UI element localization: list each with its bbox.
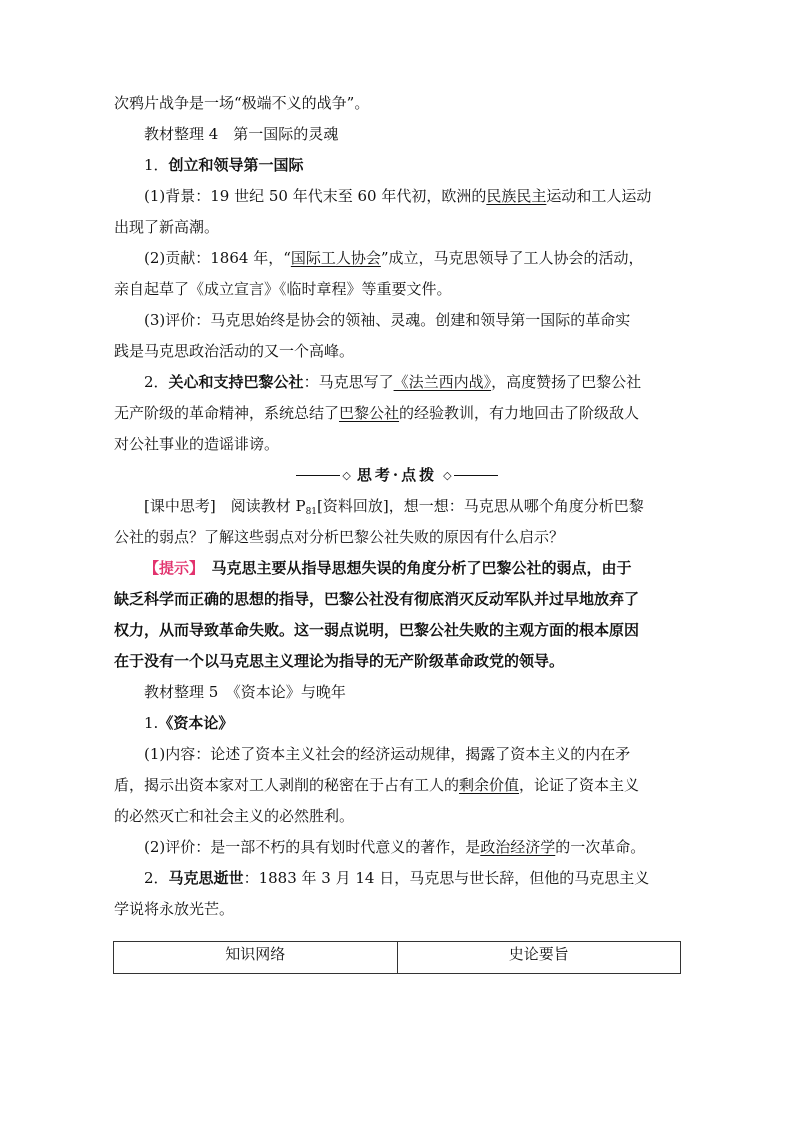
section-heading: 教材整理 5 《资本论》与晚年 — [144, 683, 346, 701]
text-line: 次鸦片战争是一场“极端不义的战争”。 — [114, 94, 370, 112]
table-header-historical-argument: 史论要旨 — [397, 942, 681, 974]
divider-label: 思考·点拨 — [356, 466, 438, 484]
table-header-knowledge-network: 知识网络 — [114, 942, 398, 974]
text-line: (1)背景：19 世纪 50 年代末至 60 年代初，欧洲的民族民主运动和工人运动 — [144, 187, 652, 205]
table-row — [114, 942, 681, 974]
text-line: (2)评价：是一部不朽的具有划时代意义的著作，是政治经济学的一次革命。 — [144, 838, 646, 856]
document-body — [114, 88, 680, 925]
hint-line: 【提示】 马克思主要从指导思想失误的角度分析了巴黎公社的弱点，由于 — [144, 559, 632, 577]
subheading: 1．创立和领导第一国际 — [144, 156, 304, 174]
text-line: [课中思考] 阅读教材 $P_{81}$[资料回放]，想一想：马克思从哪个角度分析巴黎 — [144, 497, 644, 517]
hint-label: 【提示】 — [144, 559, 197, 577]
hint-line: 权力，从而导致革命失败。这一弱点说明，巴黎公社失败的主观方面的根本原因 — [114, 621, 640, 639]
divider-rule-left — [296, 475, 340, 476]
diamond-icon: ◇ — [443, 469, 452, 482]
text-line: 盾，揭示出资本家对工人剥削的秘密在于占有工人的剩余价值，论证了资本主义 — [114, 776, 640, 794]
text-line: 践是马克思政治活动的又一个高峰。 — [114, 342, 355, 360]
text-line: 公社的弱点？了解这些弱点对分析巴黎公社失败的原因有什么启示？ — [114, 528, 565, 546]
hint-line: 缺乏科学而正确的思想的指导，巴黎公社没有彻底消灭反动军队并过早地放弃了 — [114, 590, 640, 608]
diamond-icon: ◇ — [342, 469, 351, 482]
text-line: (2)贡献：1864 年，“国际工人协会”成立，马克思领导了工人协会的活动， — [144, 249, 644, 267]
text-line: (3)评价：马克思始终是协会的领袖、灵魂。创建和领导第一国际的革命实 — [144, 311, 631, 329]
text-line: 亲自起草了《成立宣言》《临时章程》等重要文件。 — [114, 280, 452, 298]
text-line: 出现了新高潮。 — [114, 218, 220, 236]
section-heading: 教材整理 4 第一国际的灵魂 — [144, 125, 339, 143]
text-line: 2．马克思逝世：1883 年 3 月 14 日，马克思与世长辞，但他的马克思主义 — [144, 869, 650, 887]
subheading: 1.《资本论》 — [144, 714, 234, 732]
text-line: (1)内容：论述了资本主义社会的经济运动规律，揭露了资本主义的内在矛 — [144, 745, 631, 763]
hint-line: 在于没有一个以马克思主义理论为指导的无产阶级革命政党的领导。 — [114, 652, 565, 670]
divider-rule-right — [454, 475, 498, 476]
knowledge-table — [113, 941, 681, 974]
text-line: 的必然灭亡和社会主义的必然胜利。 — [114, 807, 355, 825]
think-divider — [114, 460, 680, 491]
text-line: 无产阶级的革命精神，系统总结了巴黎公社的经验教训，有力地回击了阶级敌人 — [114, 404, 640, 422]
text-line: 学说将永放光芒。 — [114, 900, 235, 918]
text-line: 2．关心和支持巴黎公社：马克思写了《法兰西内战》，高度赞扬了巴黎公社 — [144, 373, 642, 391]
text-line: 对公社事业的造谣诽谤。 — [114, 435, 280, 453]
